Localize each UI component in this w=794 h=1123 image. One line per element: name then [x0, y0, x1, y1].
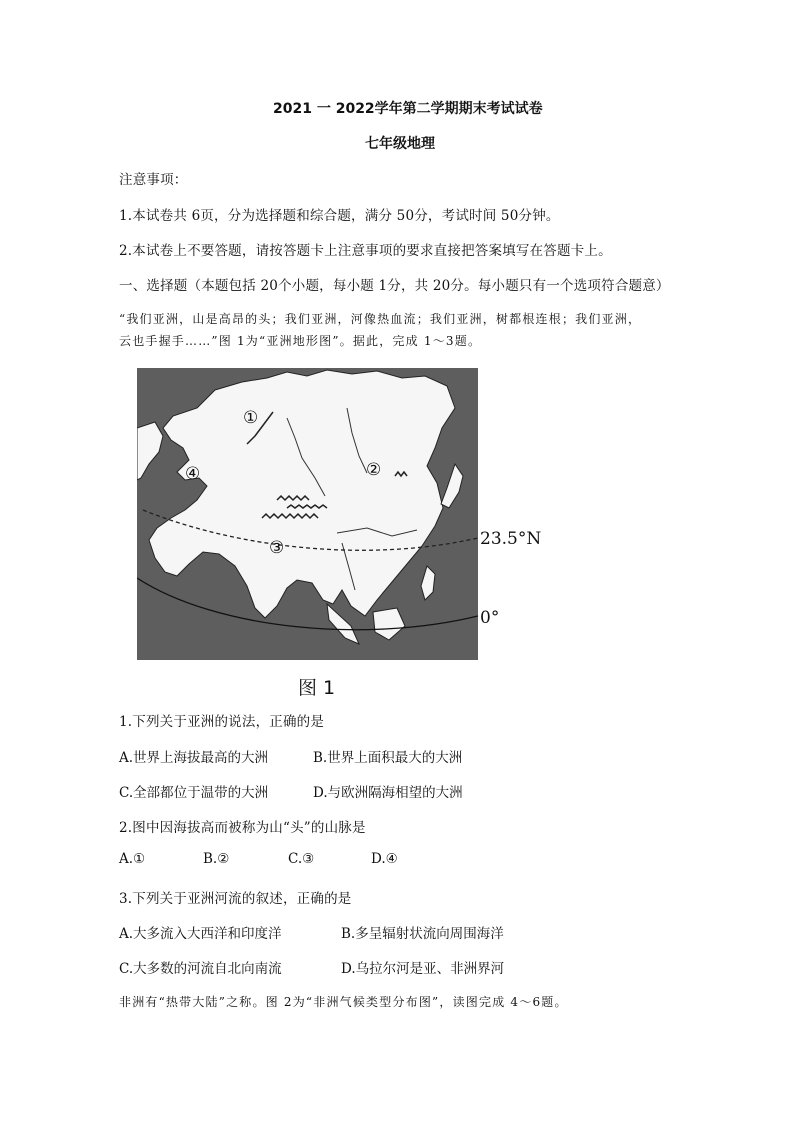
asia-topographic-map: [137, 368, 478, 660]
intro-line-2: 云也手握手……”图 1为“亚洲地形图”。据此，完成 1～3题。: [119, 334, 482, 348]
equator-label: 0°: [480, 608, 500, 628]
question-3-option-a: A.大多流入大西洋和印度洋: [119, 926, 282, 942]
notice-item-1: 1.本试卷共 6页，分为选择题和综合题，满分 50分，考试时间 50分钟。: [119, 208, 560, 224]
notice-item-2: 2.本试卷上不要答题，请按答题卡上注意事项的要求直接把答案填写在答题卡上。: [119, 243, 612, 259]
question-1-option-b: B.世界上面积最大的大洲: [313, 750, 463, 766]
marker-4: ④: [185, 464, 201, 484]
intro-line-1: “我们亚洲，山是高昂的头；我们亚洲，河像热血流；我们亚洲，树都根连根；我们亚洲，: [119, 312, 642, 326]
exam-title: 2021 一 2022学年第二学期期末考试试卷: [273, 101, 543, 117]
marker-2: ②: [366, 460, 382, 480]
latitude-label: 23.5°N: [480, 529, 542, 549]
question-2-option-b: B.②: [203, 851, 230, 867]
question-1-stem: 1.下列关于亚洲的说法，正确的是: [119, 714, 325, 730]
question-2-option-c: C.③: [288, 851, 315, 867]
question-1-option-d: D.与欧洲隔海相望的大洲: [313, 785, 463, 801]
exam-subtitle: 七年级地理: [365, 136, 435, 152]
question-2-option-a: A.①: [119, 851, 146, 867]
figure-1-caption: 图 1: [298, 677, 336, 699]
question-2-option-d: D.④: [371, 851, 398, 867]
marker-1: ①: [243, 408, 259, 428]
question-3-stem: 3.下列关于亚洲河流的叙述，正确的是: [119, 891, 352, 907]
notice-heading: 注意事项：: [119, 172, 188, 188]
section-heading: 一、选择题（本题包括 20个小题，每小题 1分，共 20分。每小题只有一个选项符合题意）: [119, 278, 670, 294]
marker-3: ③: [269, 538, 285, 558]
question-3-option-b: B.多呈辐射状流向周围海洋: [341, 926, 504, 942]
question-2-stem: 2.图中因海拔高而被称为山“头”的山脉是: [119, 820, 366, 836]
question-1-option-c: C.全部都位于温带的大洲: [119, 785, 269, 801]
question-3-option-d: D.乌拉尔河是亚、非洲界河: [341, 961, 505, 977]
question-3-option-c: C.大多数的河流自北向南流: [119, 961, 282, 977]
intro-africa: 非洲有“热带大陆”之称。图 2为“非洲气候类型分布图”，读图完成 4～6题。: [119, 995, 568, 1009]
question-1-option-a: A.世界上海拔最高的大洲: [119, 750, 269, 766]
